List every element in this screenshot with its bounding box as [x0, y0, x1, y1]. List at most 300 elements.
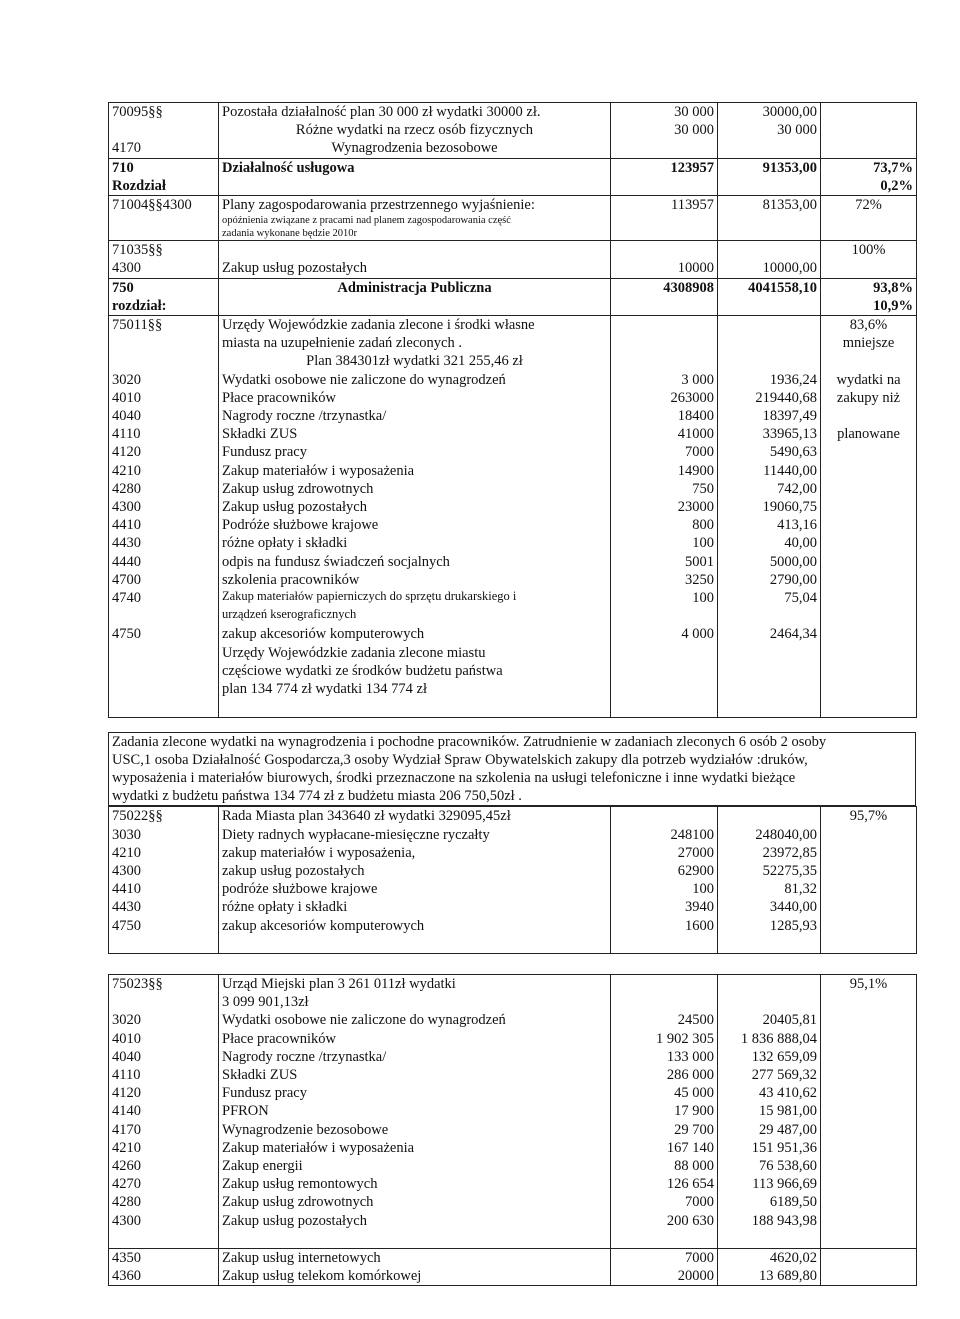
table-row — [109, 196, 917, 215]
plan-cell: 5001 — [611, 553, 718, 571]
table-row — [109, 1048, 917, 1066]
code-cell — [109, 993, 219, 1011]
table-row — [109, 425, 917, 443]
percent-cell — [821, 480, 917, 498]
code-cell — [109, 121, 219, 139]
table-row — [109, 625, 917, 643]
code-cell: 4170 — [109, 1121, 219, 1139]
description-cell: opóźnienia związane z pracami nad planem zagospodarowania część — [219, 214, 611, 227]
percent-cell: 72% — [821, 196, 917, 215]
plan-cell: 200 630 — [611, 1212, 718, 1230]
plan-cell — [611, 227, 718, 241]
code-cell: 4300 — [109, 862, 219, 880]
plan-cell — [611, 139, 718, 158]
execution-cell: 5490,63 — [718, 443, 821, 461]
plan-cell: 750 — [611, 480, 718, 498]
table-row — [109, 462, 917, 480]
execution-cell: 1 836 888,04 — [718, 1030, 821, 1048]
execution-cell — [718, 297, 821, 316]
plan-cell: 126 654 — [611, 1175, 718, 1193]
percent-cell — [821, 662, 917, 680]
description-cell: urządzeń kserograficznych — [219, 607, 611, 625]
code-cell: 3030 — [109, 826, 219, 844]
code-cell: 4350 — [109, 1248, 219, 1267]
percent-cell — [821, 993, 917, 1011]
code-cell: 4430 — [109, 534, 219, 552]
percent-cell: wydatki na — [821, 371, 917, 389]
plan-cell: 100 — [611, 589, 718, 607]
description-cell: Zakup usług telekom komórkowej — [219, 1267, 611, 1286]
execution-cell: 742,00 — [718, 480, 821, 498]
code-cell: 75011§§ — [109, 316, 219, 335]
description-cell: PFRON — [219, 1102, 611, 1120]
paragraph-line: wyposażenia i materiałów biurowych, środki przeznaczone na szkolenia na usługi telefoniczne i inne wydatki bieżące — [112, 769, 796, 786]
table-row — [109, 177, 917, 196]
execution-cell: 30 000 — [718, 121, 821, 139]
percent-cell — [821, 1248, 917, 1267]
plan-cell: 3250 — [611, 571, 718, 589]
table-row — [109, 1267, 917, 1286]
execution-cell: 3440,00 — [718, 898, 821, 916]
budget-table-1 — [108, 102, 917, 718]
table-row — [109, 898, 917, 916]
percent-cell — [821, 1011, 917, 1029]
percent-cell — [821, 644, 917, 662]
plan-cell: 1 902 305 — [611, 1030, 718, 1048]
code-cell: 70095§§ — [109, 103, 219, 122]
percent-cell — [821, 227, 917, 241]
plan-cell: 10000 — [611, 259, 718, 278]
code-cell: 71004§§4300 — [109, 196, 219, 215]
code-cell — [109, 227, 219, 241]
percent-cell — [821, 443, 917, 461]
code-cell — [109, 607, 219, 625]
description-cell: Podróże służbowe krajowe — [219, 516, 611, 534]
execution-cell: 132 659,09 — [718, 1048, 821, 1066]
code-cell: 4140 — [109, 1102, 219, 1120]
description-cell: zakup usług pozostałych — [219, 862, 611, 880]
code-cell: 4300 — [109, 498, 219, 516]
execution-cell: 15 981,00 — [718, 1102, 821, 1120]
description-cell: miasta na uzupełnienie zadań zleconych . — [219, 334, 611, 352]
percent-cell: 83,6% — [821, 316, 917, 335]
plan-cell: 3940 — [611, 898, 718, 916]
percent-cell: 10,9% — [821, 297, 917, 316]
code-cell: 750 — [109, 278, 219, 297]
description-cell: Płace pracowników — [219, 389, 611, 407]
code-cell: 4300 — [109, 1212, 219, 1230]
description-cell: Wynagrodzenia bezosobowe — [219, 139, 611, 158]
execution-cell — [718, 1230, 821, 1249]
budget-table-3 — [108, 974, 917, 1286]
description-cell: Wynagrodzenie bezosobowe — [219, 1121, 611, 1139]
paragraph-line: USC,1 osoba Działalność Gospodarcza,3 osoby Wydział Spraw Obywatelskich zakupy dla potrzeb wydziałów :druków, — [112, 751, 808, 768]
execution-cell: 81353,00 — [718, 196, 821, 215]
execution-cell: 413,16 — [718, 516, 821, 534]
percent-cell — [821, 1139, 917, 1157]
table-row — [109, 1121, 917, 1139]
percent-cell: 100% — [821, 241, 917, 260]
percent-cell: mniejsze — [821, 334, 917, 352]
table-row — [109, 698, 917, 717]
table-row — [109, 553, 917, 571]
description-cell — [219, 177, 611, 196]
percent-cell: 93,8% — [821, 278, 917, 297]
code-cell: 75022§§ — [109, 807, 219, 826]
plan-cell — [611, 935, 718, 954]
code-cell: 4410 — [109, 516, 219, 534]
execution-cell: 10000,00 — [718, 259, 821, 278]
plan-cell: 4308908 — [611, 278, 718, 297]
percent-cell — [821, 1102, 917, 1120]
code-cell — [109, 1230, 219, 1249]
table-row — [109, 297, 917, 316]
percent-cell — [821, 1157, 917, 1175]
percent-cell: 95,1% — [821, 974, 917, 993]
code-cell: 4010 — [109, 389, 219, 407]
description-cell: Zakup energii — [219, 1157, 611, 1175]
description-cell: szkolenia pracowników — [219, 571, 611, 589]
table-row — [109, 880, 917, 898]
execution-cell: 6189,50 — [718, 1193, 821, 1211]
execution-cell: 113 966,69 — [718, 1175, 821, 1193]
execution-cell: 29 487,00 — [718, 1121, 821, 1139]
table-row — [109, 1157, 917, 1175]
percent-cell — [821, 862, 917, 880]
table-row — [109, 1102, 917, 1120]
code-cell: 4700 — [109, 571, 219, 589]
plan-cell: 113957 — [611, 196, 718, 215]
plan-cell: 286 000 — [611, 1066, 718, 1084]
code-cell: Rozdział — [109, 177, 219, 196]
code-cell: 4210 — [109, 844, 219, 862]
plan-cell: 248100 — [611, 826, 718, 844]
percent-cell: 73,7% — [821, 158, 917, 177]
description-cell: częściowe wydatki ze środków budżetu państwa — [219, 662, 611, 680]
table-row — [109, 844, 917, 862]
notes-paragraph — [108, 732, 916, 807]
table-row — [109, 278, 917, 297]
description-cell: Pozostała działalność plan 30 000 zł wydatki 30000 zł. — [219, 103, 611, 122]
description-cell: zakup akcesoriów komputerowych — [219, 917, 611, 935]
description-cell: Fundusz pracy — [219, 443, 611, 461]
plan-cell — [611, 807, 718, 826]
description-cell: Administracja Publiczna — [219, 278, 611, 297]
plan-cell: 800 — [611, 516, 718, 534]
percent-cell — [821, 407, 917, 425]
execution-cell — [718, 177, 821, 196]
execution-cell — [718, 227, 821, 241]
percent-cell — [821, 1175, 917, 1193]
execution-cell: 219440,68 — [718, 389, 821, 407]
budget-table-2 — [108, 806, 917, 954]
code-cell: 4430 — [109, 898, 219, 916]
table-row — [109, 259, 917, 278]
description-cell: Zakup materiałów i wyposażenia — [219, 1139, 611, 1157]
description-cell — [219, 241, 611, 260]
table-row — [109, 807, 917, 826]
plan-cell — [611, 698, 718, 717]
table-row — [109, 334, 917, 352]
execution-cell — [718, 644, 821, 662]
plan-cell: 41000 — [611, 425, 718, 443]
table-row — [109, 662, 917, 680]
percent-cell: 95,7% — [821, 807, 917, 826]
table-row — [109, 389, 917, 407]
execution-cell — [718, 241, 821, 260]
plan-cell: 100 — [611, 534, 718, 552]
description-cell — [219, 297, 611, 316]
table-row — [109, 1084, 917, 1102]
execution-cell: 2464,34 — [718, 625, 821, 643]
plan-cell: 30 000 — [611, 121, 718, 139]
plan-cell: 29 700 — [611, 1121, 718, 1139]
plan-cell: 7000 — [611, 1248, 718, 1267]
table-row — [109, 443, 917, 461]
code-cell: 4270 — [109, 1175, 219, 1193]
execution-cell — [718, 352, 821, 370]
code-cell: 4210 — [109, 462, 219, 480]
description-cell: Wydatki osobowe nie zaliczone do wynagrodzeń — [219, 371, 611, 389]
table-row — [109, 1011, 917, 1029]
description-cell: zakup materiałów i wyposażenia, — [219, 844, 611, 862]
plan-cell — [611, 607, 718, 625]
table-row — [109, 1139, 917, 1157]
percent-cell — [821, 516, 917, 534]
percent-cell — [821, 1121, 917, 1139]
execution-cell: 76 538,60 — [718, 1157, 821, 1175]
table-row — [109, 826, 917, 844]
plan-cell — [611, 662, 718, 680]
execution-cell: 75,04 — [718, 589, 821, 607]
percent-cell — [821, 589, 917, 607]
percent-cell: planowane — [821, 425, 917, 443]
execution-cell: 91353,00 — [718, 158, 821, 177]
table-row — [109, 407, 917, 425]
table-row — [109, 103, 917, 122]
description-cell: Zakup materiałów i wyposażenia — [219, 462, 611, 480]
plan-cell: 4 000 — [611, 625, 718, 643]
code-cell — [109, 214, 219, 227]
execution-cell: 1936,24 — [718, 371, 821, 389]
execution-cell — [718, 935, 821, 954]
table-row — [109, 1230, 917, 1249]
table-row — [109, 607, 917, 625]
plan-cell: 263000 — [611, 389, 718, 407]
percent-cell — [821, 121, 917, 139]
execution-cell: 248040,00 — [718, 826, 821, 844]
description-cell: Plan 384301zł wydatki 321 255,46 zł — [219, 352, 611, 370]
code-cell: 4410 — [109, 880, 219, 898]
description-cell: Płace pracowników — [219, 1030, 611, 1048]
table-row — [109, 571, 917, 589]
description-cell: plan 134 774 zł wydatki 134 774 zł — [219, 680, 611, 698]
percent-cell — [821, 844, 917, 862]
description-cell: Składki ZUS — [219, 425, 611, 443]
code-cell — [109, 334, 219, 352]
code-cell: 4360 — [109, 1267, 219, 1286]
table-row — [109, 935, 917, 954]
description-cell: Plany zagospodarowania przestrzennego wyjaśnienie: — [219, 196, 611, 215]
description-cell — [219, 935, 611, 954]
code-cell: 4280 — [109, 480, 219, 498]
code-cell: 710 — [109, 158, 219, 177]
code-cell: 4740 — [109, 589, 219, 607]
table-row — [109, 158, 917, 177]
table-row — [109, 139, 917, 158]
execution-cell: 81,32 — [718, 880, 821, 898]
code-cell — [109, 680, 219, 698]
description-cell: Zakup usług pozostałych — [219, 498, 611, 516]
table-row — [109, 241, 917, 260]
execution-cell — [718, 139, 821, 158]
execution-cell: 151 951,36 — [718, 1139, 821, 1157]
percent-cell — [821, 571, 917, 589]
code-cell: 4110 — [109, 1066, 219, 1084]
percent-cell — [821, 698, 917, 717]
table-row — [109, 993, 917, 1011]
percent-cell — [821, 553, 917, 571]
description-cell: Zakup usług pozostałych — [219, 1212, 611, 1230]
percent-cell — [821, 1048, 917, 1066]
table-row — [109, 534, 917, 552]
code-cell: 3020 — [109, 371, 219, 389]
code-cell: 4440 — [109, 553, 219, 571]
percent-cell — [821, 880, 917, 898]
description-cell: Fundusz pracy — [219, 1084, 611, 1102]
percent-cell — [821, 1230, 917, 1249]
description-cell: Rada Miasta plan 343640 zł wydatki 329095,45zł — [219, 807, 611, 826]
plan-cell: 3 000 — [611, 371, 718, 389]
percent-cell — [821, 826, 917, 844]
plan-cell: 18400 — [611, 407, 718, 425]
code-cell — [109, 662, 219, 680]
code-cell: 4040 — [109, 1048, 219, 1066]
code-cell: 4300 — [109, 259, 219, 278]
plan-cell: 30 000 — [611, 103, 718, 122]
plan-cell — [611, 644, 718, 662]
description-cell: podróże służbowe krajowe — [219, 880, 611, 898]
description-cell: różne opłaty i składki — [219, 898, 611, 916]
percent-cell — [821, 498, 917, 516]
plan-cell — [611, 352, 718, 370]
table-row — [109, 974, 917, 993]
description-cell: Zakup usług zdrowotnych — [219, 480, 611, 498]
table-row — [109, 644, 917, 662]
table-row — [109, 371, 917, 389]
execution-cell: 4620,02 — [718, 1248, 821, 1267]
execution-cell — [718, 680, 821, 698]
execution-cell: 18397,49 — [718, 407, 821, 425]
table-row — [109, 1030, 917, 1048]
execution-cell — [718, 993, 821, 1011]
plan-cell: 133 000 — [611, 1048, 718, 1066]
description-cell: Wydatki osobowe nie zaliczone do wynagrodzeń — [219, 1011, 611, 1029]
paragraph-line: wydatki z budżetu państwa 134 774 zł z budżetu miasta 206 750,50zł . — [112, 788, 522, 805]
code-cell — [109, 698, 219, 717]
description-cell: Urzędy Wojewódzkie zadania zlecone i środki własne — [219, 316, 611, 335]
description-cell — [219, 1230, 611, 1249]
execution-cell: 188 943,98 — [718, 1212, 821, 1230]
description-cell: Nagrody roczne /trzynastka/ — [219, 1048, 611, 1066]
code-cell — [109, 935, 219, 954]
plan-cell — [611, 241, 718, 260]
plan-cell — [611, 297, 718, 316]
percent-cell — [821, 1193, 917, 1211]
table-row — [109, 1248, 917, 1267]
plan-cell: 45 000 — [611, 1084, 718, 1102]
table-row — [109, 1066, 917, 1084]
execution-cell: 52275,35 — [718, 862, 821, 880]
description-cell: Urzędy Wojewódzkie zadania zlecone miastu — [219, 644, 611, 662]
execution-cell: 13 689,80 — [718, 1267, 821, 1286]
percent-cell — [821, 1030, 917, 1048]
description-cell: Zakup usług pozostałych — [219, 259, 611, 278]
description-cell: Zakup usług remontowych — [219, 1175, 611, 1193]
code-cell: 71035§§ — [109, 241, 219, 260]
plan-cell — [611, 214, 718, 227]
execution-cell — [718, 698, 821, 717]
plan-cell — [611, 177, 718, 196]
table-row — [109, 316, 917, 335]
description-cell: 3 099 901,13zł — [219, 993, 611, 1011]
code-cell — [109, 352, 219, 370]
execution-cell: 30000,00 — [718, 103, 821, 122]
table-row — [109, 352, 917, 370]
execution-cell: 20405,81 — [718, 1011, 821, 1029]
execution-cell: 33965,13 — [718, 425, 821, 443]
execution-cell — [718, 807, 821, 826]
plan-cell: 100 — [611, 880, 718, 898]
plan-cell: 20000 — [611, 1267, 718, 1286]
table-row — [109, 1212, 917, 1230]
description-cell: Różne wydatki na rzecz osób fizycznych — [219, 121, 611, 139]
execution-cell — [718, 316, 821, 335]
percent-cell — [821, 139, 917, 158]
execution-cell: 2790,00 — [718, 571, 821, 589]
execution-cell: 277 569,32 — [718, 1066, 821, 1084]
plan-cell: 7000 — [611, 443, 718, 461]
percent-cell — [821, 462, 917, 480]
percent-cell — [821, 607, 917, 625]
percent-cell — [821, 352, 917, 370]
code-cell: 4040 — [109, 407, 219, 425]
percent-cell — [821, 1066, 917, 1084]
table-row — [109, 498, 917, 516]
description-cell: Zakup usług zdrowotnych — [219, 1193, 611, 1211]
plan-cell: 62900 — [611, 862, 718, 880]
percent-cell — [821, 917, 917, 935]
percent-cell — [821, 214, 917, 227]
table-row — [109, 917, 917, 935]
percent-cell — [821, 1212, 917, 1230]
execution-cell: 1285,93 — [718, 917, 821, 935]
code-cell: 4210 — [109, 1139, 219, 1157]
percent-cell — [821, 103, 917, 122]
description-cell: Składki ZUS — [219, 1066, 611, 1084]
code-cell: 4260 — [109, 1157, 219, 1175]
code-cell: 4120 — [109, 443, 219, 461]
execution-cell — [718, 334, 821, 352]
plan-cell — [611, 993, 718, 1011]
description-cell: zadania wykonane będzie 2010r — [219, 227, 611, 241]
table-row — [109, 862, 917, 880]
plan-cell: 88 000 — [611, 1157, 718, 1175]
plan-cell — [611, 680, 718, 698]
percent-cell — [821, 534, 917, 552]
description-cell: Zakup materiałów papierniczych do sprzętu drukarskiego i — [219, 589, 611, 607]
plan-cell — [611, 1230, 718, 1249]
